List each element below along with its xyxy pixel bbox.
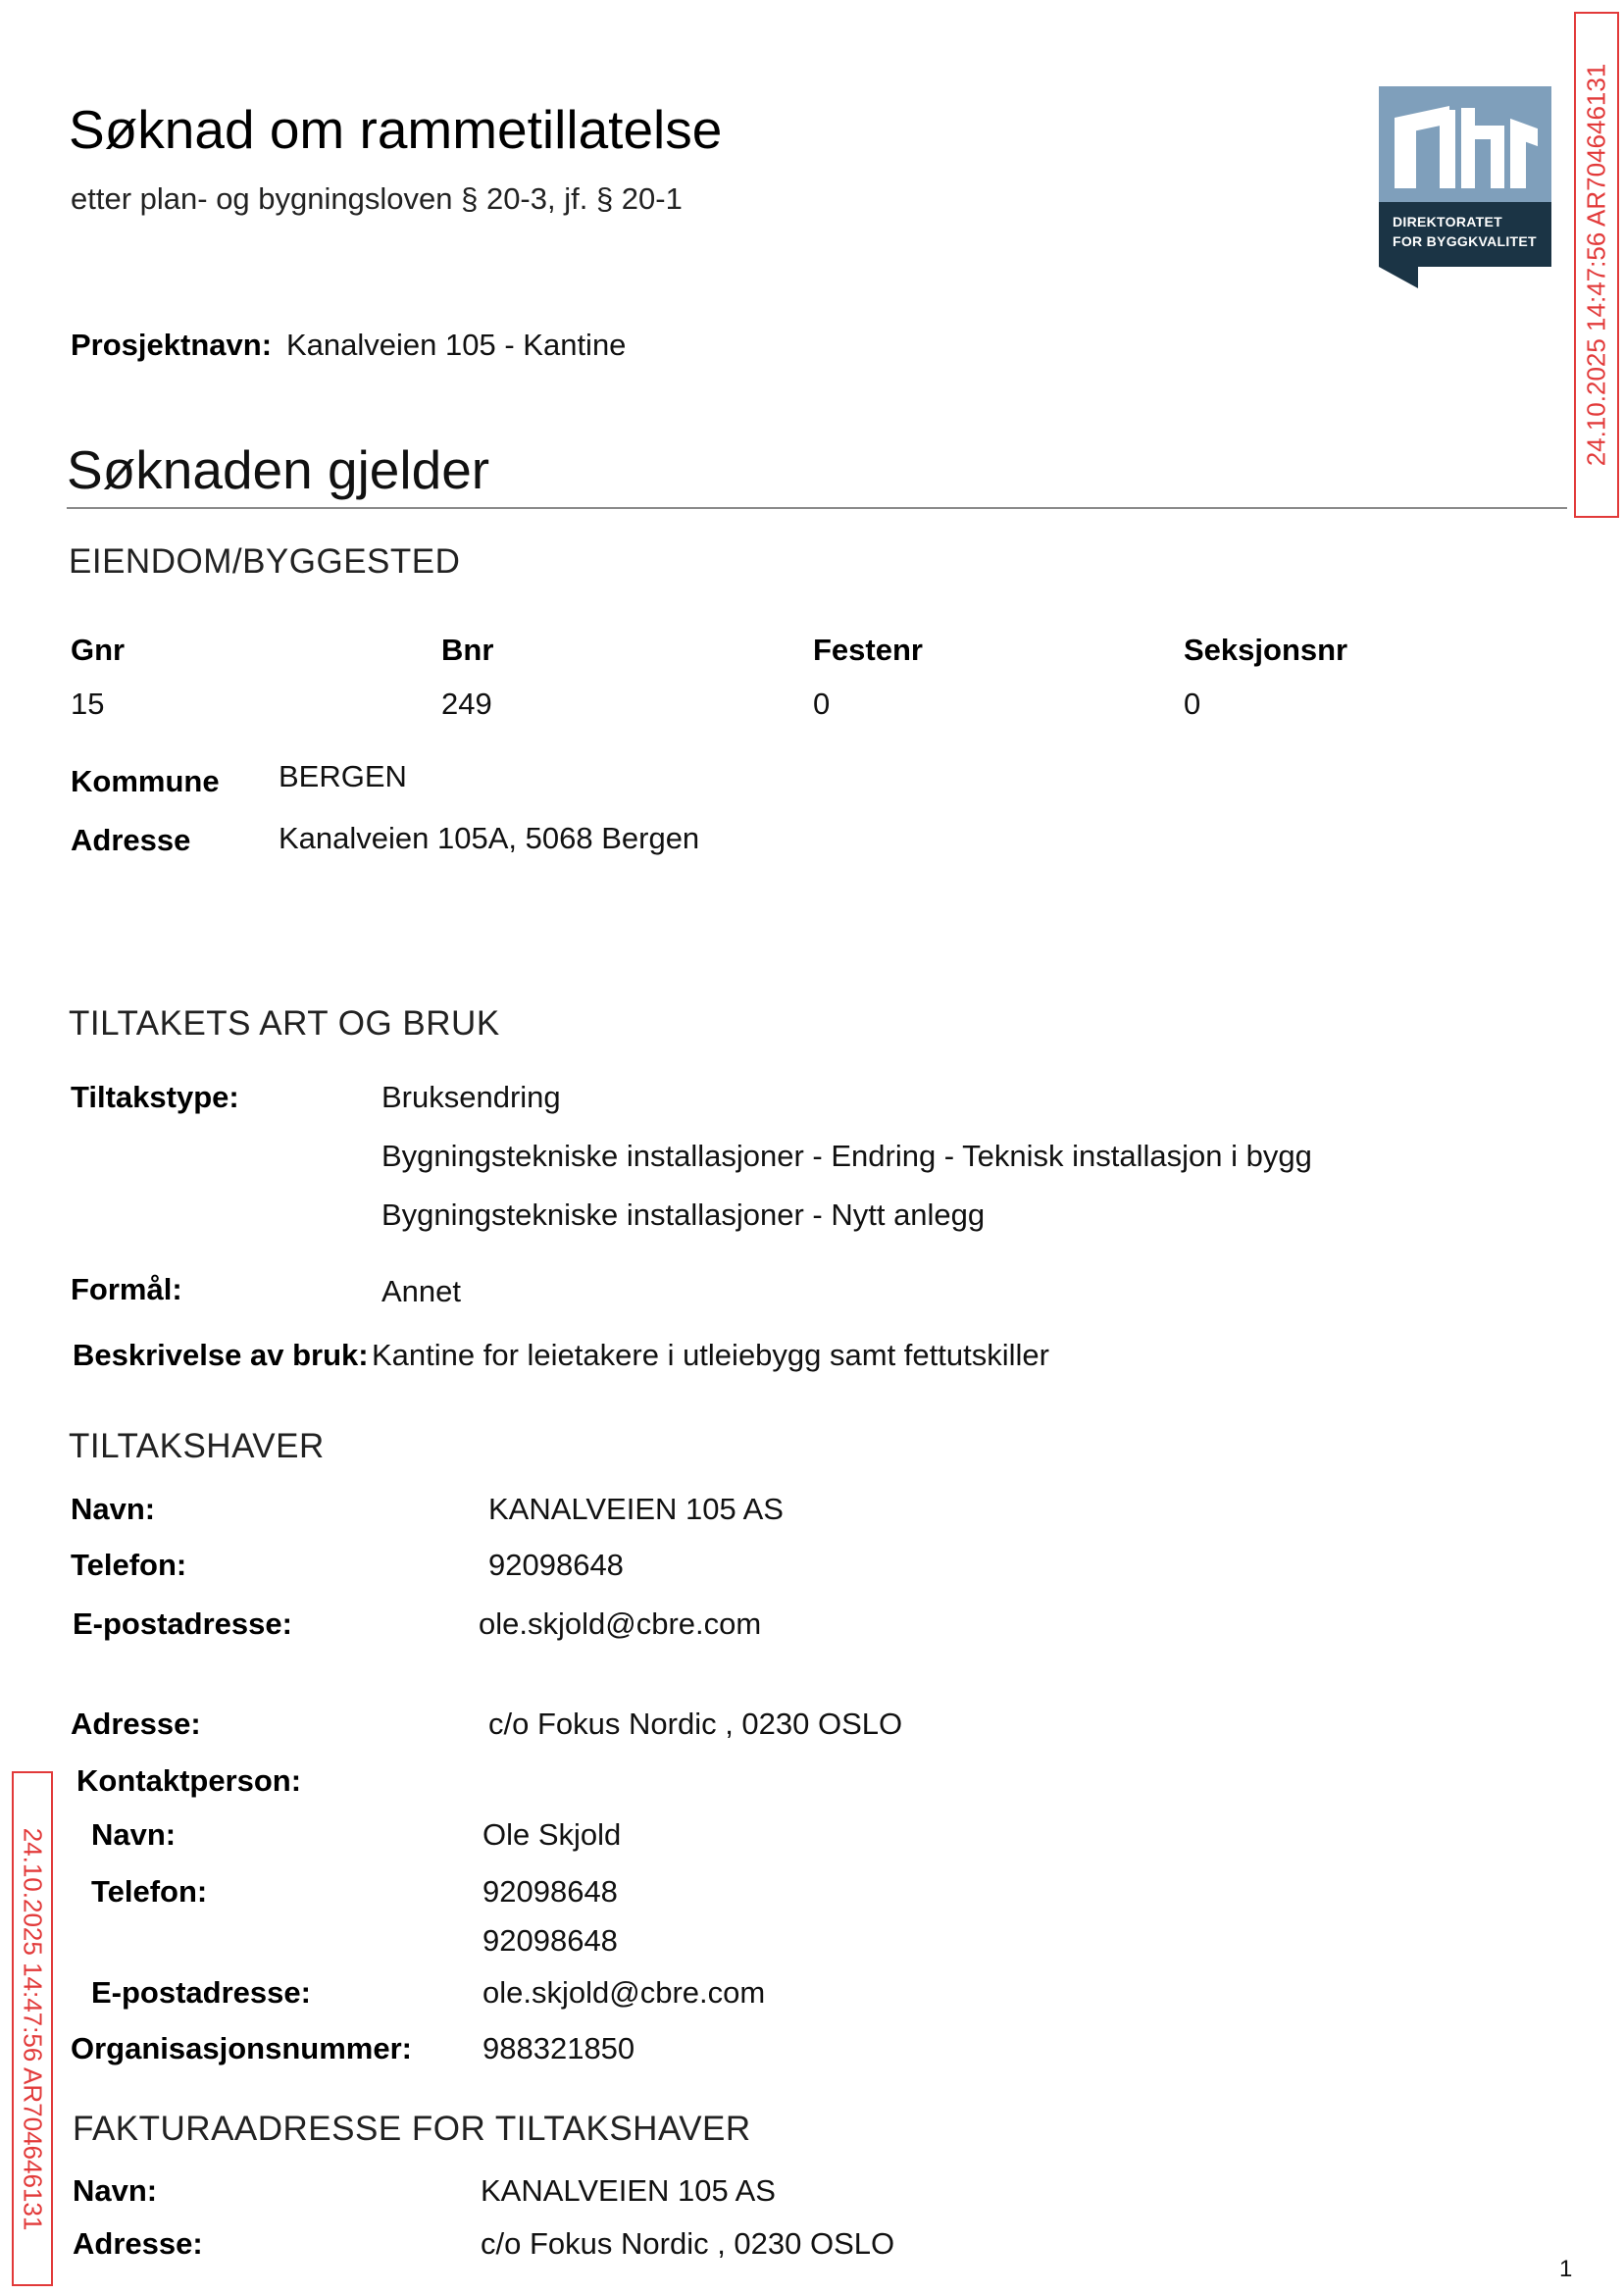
bnr-label: Bnr <box>441 633 494 667</box>
gnr-label: Gnr <box>71 633 126 667</box>
faktura-adresse-value: c/o Fokus Nordic , 0230 OSLO <box>481 2226 895 2261</box>
document-title: Søknad om rammetillatelse <box>69 99 723 160</box>
tiltakshaver-adresse-label: Adresse: <box>71 1707 201 1741</box>
tiltakshaver-epost-label: E-postadresse: <box>73 1606 292 1641</box>
gnr-value: 15 <box>71 687 105 721</box>
adresse-value: Kanalveien 105A, 5068 Bergen <box>279 821 700 855</box>
tiltakshaver-navn-label: Navn: <box>71 1492 156 1526</box>
formal-label: Formål: <box>71 1272 182 1306</box>
section-divider <box>67 507 1567 509</box>
kommune-value: BERGEN <box>279 759 407 793</box>
orgnr-value: 988321850 <box>482 2031 635 2065</box>
adresse-label: Adresse <box>71 823 191 857</box>
faktura-adresse-label: Adresse: <box>73 2226 203 2261</box>
kontaktperson-label: Kontaktperson: <box>76 1763 302 1798</box>
seksjonsnr-value: 0 <box>1184 687 1201 721</box>
tiltakshaver-adresse-value: c/o Fokus Nordic , 0230 OSLO <box>488 1707 903 1741</box>
kontakt-telefon-label: Telefon: <box>91 1874 208 1909</box>
kontakt-navn-label: Navn: <box>91 1817 177 1852</box>
tiltakstype-item: Bruksendring <box>381 1080 561 1114</box>
orgnr-label: Organisasjonsnummer: <box>71 2031 412 2065</box>
kontakt-telefon-value: 92098648 <box>482 1874 618 1909</box>
timestamp-stamp-left <box>12 1771 53 2286</box>
tiltakstype-label: Tiltakstype: <box>71 1080 239 1114</box>
timestamp-stamp-right <box>1574 12 1619 518</box>
faktura-heading: FAKTURAADRESSE FOR TILTAKSHAVER <box>73 2110 751 2148</box>
formal-value: Annet <box>381 1274 462 1308</box>
logo-building-icon <box>1379 86 1551 202</box>
festenr-value: 0 <box>813 687 831 721</box>
project-label: Prosjektnavn: <box>71 328 273 362</box>
dibk-logo <box>1379 86 1551 273</box>
logo-text-line1: DIREKTORATET <box>1393 214 1502 229</box>
tiltakshaver-epost-value: ole.skjold@cbre.com <box>479 1606 762 1641</box>
tiltakstype-item: Bygningstekniske installasjoner - Nytt anlegg <box>381 1198 986 1232</box>
stamp-text: 24.10.2025 14:47:56 AR704646131 <box>18 1827 48 2230</box>
seksjonsnr-label: Seksjonsnr <box>1184 633 1348 667</box>
beskrivelse-label: Beskrivelse av bruk: <box>73 1338 369 1372</box>
stamp-text: 24.10.2025 14:47:56 AR704646131 <box>1581 63 1611 467</box>
logo-text-line2: FOR BYGGKVALITET <box>1393 233 1537 249</box>
logo-ribbon-icon <box>1379 267 1418 288</box>
document-subtitle: etter plan- og bygningsloven § 20-3, jf. § 20-1 <box>71 181 683 216</box>
faktura-navn-value: KANALVEIEN 105 AS <box>481 2173 776 2208</box>
page-number: 1 <box>1559 2256 1573 2282</box>
kontakt-navn-value: Ole Skjold <box>482 1817 622 1852</box>
kommune-label: Kommune <box>71 764 220 798</box>
property-heading: EIENDOM/BYGGESTED <box>69 542 461 581</box>
tiltakshaver-telefon-label: Telefon: <box>71 1548 187 1582</box>
kontakt-telefon-value-2: 92098648 <box>482 1923 618 1958</box>
tiltakshaver-telefon-value: 92098648 <box>488 1548 624 1582</box>
project-value: Kanalveien 105 - Kantine <box>286 328 627 362</box>
kontakt-epost-value: ole.skjold@cbre.com <box>482 1975 766 2010</box>
faktura-navn-label: Navn: <box>73 2173 158 2208</box>
festenr-label: Festenr <box>813 633 923 667</box>
bnr-value: 249 <box>441 687 492 721</box>
beskrivelse-value: Kantine for leietakere i utleiebygg samt fettutskiller <box>372 1338 1049 1372</box>
tiltakshaver-heading: TILTAKSHAVER <box>69 1427 325 1465</box>
kontakt-epost-label: E-postadresse: <box>91 1975 311 2010</box>
tiltakstype-item: Bygningstekniske installasjoner - Endring - Teknisk installasjon i bygg <box>381 1139 1312 1173</box>
tiltak-heading: TILTAKETS ART OG BRUK <box>69 1004 500 1043</box>
section-title: Søknaden gjelder <box>67 439 490 500</box>
tiltakshaver-navn-value: KANALVEIEN 105 AS <box>488 1492 784 1526</box>
